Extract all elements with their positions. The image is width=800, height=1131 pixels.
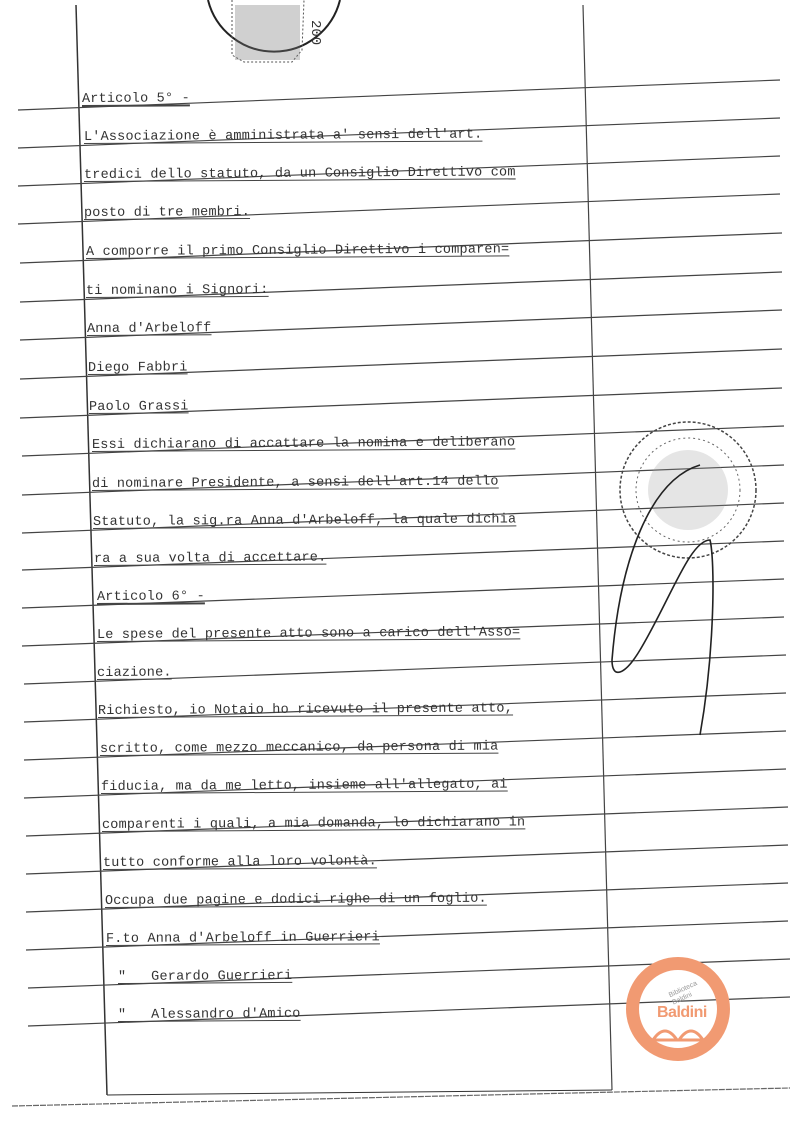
svg-text:200: 200 xyxy=(307,20,323,46)
text-line: posto di tre membri. xyxy=(83,204,251,221)
signature-line: " Gerardo Guerrieri xyxy=(117,968,293,985)
board-member-name: Anna d'Arbeloff xyxy=(86,321,212,337)
watermark-name: Baldini xyxy=(657,1004,707,1021)
board-member-name: Paolo Grassi xyxy=(88,399,189,415)
article-6-heading: Articolo 6° - xyxy=(96,589,205,605)
text-line: L'Associazione è amministrata a' sensi dell'art. xyxy=(83,127,483,145)
book-icon xyxy=(651,1022,707,1042)
text-line: Statuto, la sig.ra Anna d'Arbeloff, la quale dichia xyxy=(92,512,517,530)
text-line: Occupa due pagine e dodici righe di un foglio. xyxy=(104,891,487,909)
watermark-subtitle: Biblioteca Baldini xyxy=(667,980,699,1007)
text-line: fiducia, ma da me letto, insieme all'allegato, ai xyxy=(100,777,508,795)
text-line: di nominare Presidente, a sensi dell'art.14 dello xyxy=(91,474,499,492)
text-line: Richiesto, io Notaio ho ricevuto il presente atto, xyxy=(97,701,514,719)
text-line: comparenti i quali, a mia domanda, lo dichiarano in xyxy=(101,815,526,833)
signature-line: " Alessandro d'Amico xyxy=(117,1006,301,1023)
text-line: Essi dichiarano di accattare la nomina e deliberano xyxy=(91,435,516,453)
text-line: ciazione. xyxy=(96,665,172,681)
text-line: ti nominano i Signori: xyxy=(85,282,269,299)
notary-seal-icon xyxy=(620,422,756,558)
baldini-watermark-logo xyxy=(626,957,730,1061)
text-line: ra a sua volta di accettare. xyxy=(93,550,327,567)
text-line: Le spese del presente atto sono a carico dell'Asso= xyxy=(96,625,521,643)
signature-line: F.to Anna d'Arbeloff in Guerrieri xyxy=(105,930,380,947)
text-line: tutto conforme alla loro volontà. xyxy=(102,854,377,871)
article-5-heading: Articolo 5° - xyxy=(81,91,190,107)
text-line: scritto, come mezzo meccanico, da persona di mia xyxy=(99,739,499,757)
text-line: tredici dello statuto, da un Consiglio Direttivo com xyxy=(83,165,516,183)
text-line: A comporre il primo Consiglio Direttivo i comparen= xyxy=(85,242,510,260)
board-member-name: Diego Fabbri xyxy=(87,360,188,376)
